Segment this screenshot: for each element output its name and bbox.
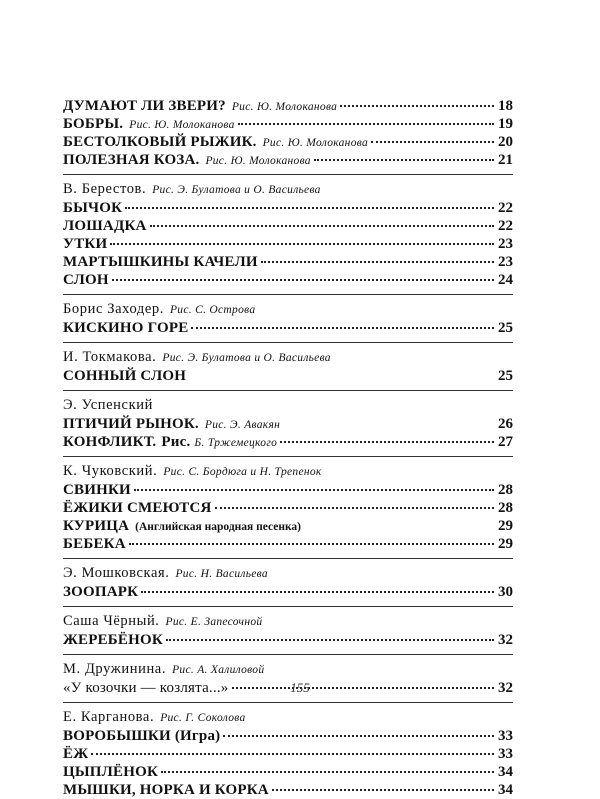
dot-leader — [261, 261, 494, 263]
entry-title: ПТИЧИЙ РЫНОК. — [63, 416, 199, 432]
dot-leader — [223, 735, 494, 737]
entry-page-number: 28 — [498, 482, 513, 498]
entry-title: СЛОН — [63, 272, 109, 288]
entry-page-number: 18 — [498, 98, 513, 114]
entry-title: ЖЕРЕБЁНОК — [63, 632, 163, 648]
entry-illustrator: Б. Тржемецкого — [194, 437, 278, 449]
entry-page-number: 24 — [498, 272, 513, 288]
dot-leader — [314, 159, 494, 161]
dot-leader — [283, 423, 494, 425]
toc-entry[interactable] — [63, 271, 513, 289]
entry-title: ЁЖИКИ СМЕЮТСЯ — [63, 500, 212, 516]
section-divider — [63, 702, 513, 703]
dot-leader — [272, 789, 494, 791]
entry-page-number: 34 — [498, 764, 513, 780]
dot-leader — [150, 225, 494, 227]
dot-leader — [238, 123, 494, 125]
page-number: 155 — [290, 680, 310, 695]
toc-entry[interactable] — [63, 217, 513, 235]
entry-title: БЕБЕКА — [63, 536, 126, 552]
section-divider — [63, 456, 513, 457]
entry-illustrator: Рис. Ю. Молоканова — [262, 137, 369, 149]
author-illustrator: Рис. Э. Булатова и О. Васильева — [152, 184, 321, 196]
entry-illustrator: Рис. Ю. Молоканова — [129, 119, 235, 131]
entry-page-number: 33 — [498, 728, 513, 744]
author-name: М. Дружинина. — [63, 661, 167, 677]
entry-page-number: 32 — [498, 632, 513, 648]
toc-entry[interactable] — [63, 583, 513, 601]
entry-title: КУРИЦА — [63, 518, 130, 534]
entry-title: БЕСТОЛКОВЫЙ РЫЖИК. — [63, 134, 257, 150]
entry-page-number: 30 — [498, 584, 513, 600]
entry-page-number: 20 — [498, 134, 513, 150]
toc-entry[interactable] — [63, 367, 513, 385]
dot-leader — [112, 279, 494, 281]
section-divider — [63, 174, 513, 175]
toc-entry[interactable] — [63, 133, 513, 151]
toc-entry[interactable] — [63, 727, 513, 745]
toc-entry[interactable] — [63, 253, 513, 271]
author-illustrator: Рис. С. Бордюга и Н. Трепенок — [163, 466, 322, 478]
dot-leader — [304, 525, 494, 527]
author-name: Э. Успенский — [63, 397, 153, 413]
section-divider — [63, 390, 513, 391]
entry-title: КОНФЛИКТ. — [63, 434, 157, 450]
entry-page-number: 28 — [498, 500, 513, 516]
entry-title: ПОЛЕЗНАЯ КОЗА. — [63, 152, 200, 168]
author-heading — [63, 660, 513, 679]
author-heading — [63, 348, 513, 367]
entry-title: СОННЫЙ СЛОН — [63, 368, 187, 384]
entry-page-number: 32 — [498, 680, 513, 696]
entry-page-number: 34 — [498, 782, 513, 798]
author-illustrator: Рис. Э. Булатова и О. Васильева — [162, 352, 331, 364]
dot-leader — [141, 591, 494, 593]
toc-entry[interactable] — [63, 199, 513, 217]
toc-entry[interactable] — [63, 97, 513, 115]
dot-leader — [91, 753, 494, 755]
toc-entry[interactable] — [63, 235, 513, 253]
entry-title: БЫЧОК — [63, 200, 123, 216]
toc-entry[interactable] — [63, 535, 513, 553]
dot-leader — [125, 207, 494, 209]
dot-leader — [166, 639, 494, 641]
dot-leader — [161, 771, 494, 773]
author-name: В. Берестов. — [63, 181, 147, 197]
section-divider — [63, 654, 513, 655]
entry-illustrator: Рис. Ю. Молоканова — [231, 101, 338, 113]
entry-page-number: 26 — [498, 416, 513, 432]
entry-title: ВОРОБЫШКИ (Игра) — [63, 728, 221, 744]
entry-title: ЦЫПЛЁНОК — [63, 764, 159, 780]
entry-title: КИСКИНО ГОРЕ — [63, 320, 189, 336]
toc-entry[interactable] — [63, 745, 513, 763]
dot-leader — [191, 327, 494, 329]
toc-entry[interactable] — [63, 319, 513, 337]
entry-title: ДУМАЮТ ЛИ ЗВЕРИ? — [63, 98, 226, 114]
entry-page-number: 25 — [498, 368, 513, 384]
entry-title: МЫШКИ, НОРКА И КОРКА — [63, 782, 269, 798]
entry-title: ЗООПАРК — [63, 584, 139, 600]
entry-page-number: 23 — [498, 254, 513, 270]
author-illustrator: Рис. Е. Запесочной — [165, 616, 263, 628]
toc-entry[interactable] — [63, 481, 513, 499]
entry-page-number: 21 — [498, 152, 513, 168]
author-name: К. Чуковский. — [63, 463, 158, 479]
entry-page-number: 25 — [498, 320, 513, 336]
author-name: Э. Мошковская. — [63, 565, 170, 581]
entry-title: ЛОШАДКА — [63, 218, 147, 234]
author-heading — [63, 300, 513, 319]
entry-illustrator-prefix: Рис. — [161, 434, 191, 450]
author-heading — [63, 564, 513, 583]
author-heading — [63, 180, 513, 199]
toc-entry[interactable] — [63, 763, 513, 781]
toc-entry[interactable] — [63, 415, 513, 433]
section-divider — [63, 606, 513, 607]
author-illustrator: Рис. Н. Васильева — [175, 568, 268, 580]
author-name: Саша Чёрный. — [63, 613, 160, 629]
toc-entry[interactable] — [63, 115, 513, 133]
dot-leader — [189, 375, 494, 377]
entry-title: СВИНКИ — [63, 482, 131, 498]
author-name: Борис Заходер. — [63, 301, 164, 317]
dot-leader — [110, 243, 494, 245]
section-divider — [63, 294, 513, 295]
author-illustrator: Рис. С. Острова — [169, 304, 256, 316]
entry-illustrator: Рис. Ю. Молоканова — [205, 155, 311, 167]
dot-leader — [371, 141, 494, 143]
dot-leader — [340, 105, 494, 107]
toc-entry[interactable] — [63, 631, 513, 649]
toc-entry[interactable] — [63, 151, 513, 169]
entry-page-number: 29 — [498, 536, 513, 552]
toc-entry[interactable] — [63, 781, 513, 799]
entry-title: БОБРЫ. — [63, 116, 124, 132]
entry-page-number: 27 — [498, 434, 513, 450]
entry-page-number: 33 — [498, 746, 513, 762]
author-name: Е. Карганова. — [63, 709, 155, 725]
dot-leader — [134, 489, 494, 491]
author-heading — [63, 396, 513, 415]
toc-entry[interactable] — [63, 517, 513, 535]
entry-page-number: 19 — [498, 116, 513, 132]
entry-page-number: 22 — [498, 200, 513, 216]
entry-title: УТКИ — [63, 236, 108, 252]
dot-leader — [280, 441, 494, 443]
section-divider — [63, 558, 513, 559]
author-heading — [63, 708, 513, 727]
entry-title: «У козочки — козлята...» — [63, 680, 229, 696]
dot-leader — [129, 543, 494, 545]
toc-entry[interactable] — [63, 433, 513, 451]
toc-entry[interactable] — [63, 499, 513, 517]
entry-note: (Английская народная песенка) — [135, 521, 301, 533]
entry-page-number: 29 — [498, 518, 513, 534]
author-illustrator: Рис. А. Халиловой — [172, 664, 265, 676]
entry-page-number: 23 — [498, 236, 513, 252]
author-heading — [63, 612, 513, 631]
section-divider — [63, 342, 513, 343]
entry-page-number: 22 — [498, 218, 513, 234]
dot-leader — [215, 507, 494, 509]
entry-title: МАРТЫШКИНЫ КАЧЕЛИ — [63, 254, 258, 270]
entry-illustrator: Рис. Э. Авакян — [204, 419, 281, 431]
author-illustrator: Рис. Г. Соколова — [160, 712, 246, 724]
author-name: И. Токмакова. — [63, 349, 157, 365]
author-heading — [63, 462, 513, 481]
entry-title: ЁЖ — [63, 746, 89, 762]
